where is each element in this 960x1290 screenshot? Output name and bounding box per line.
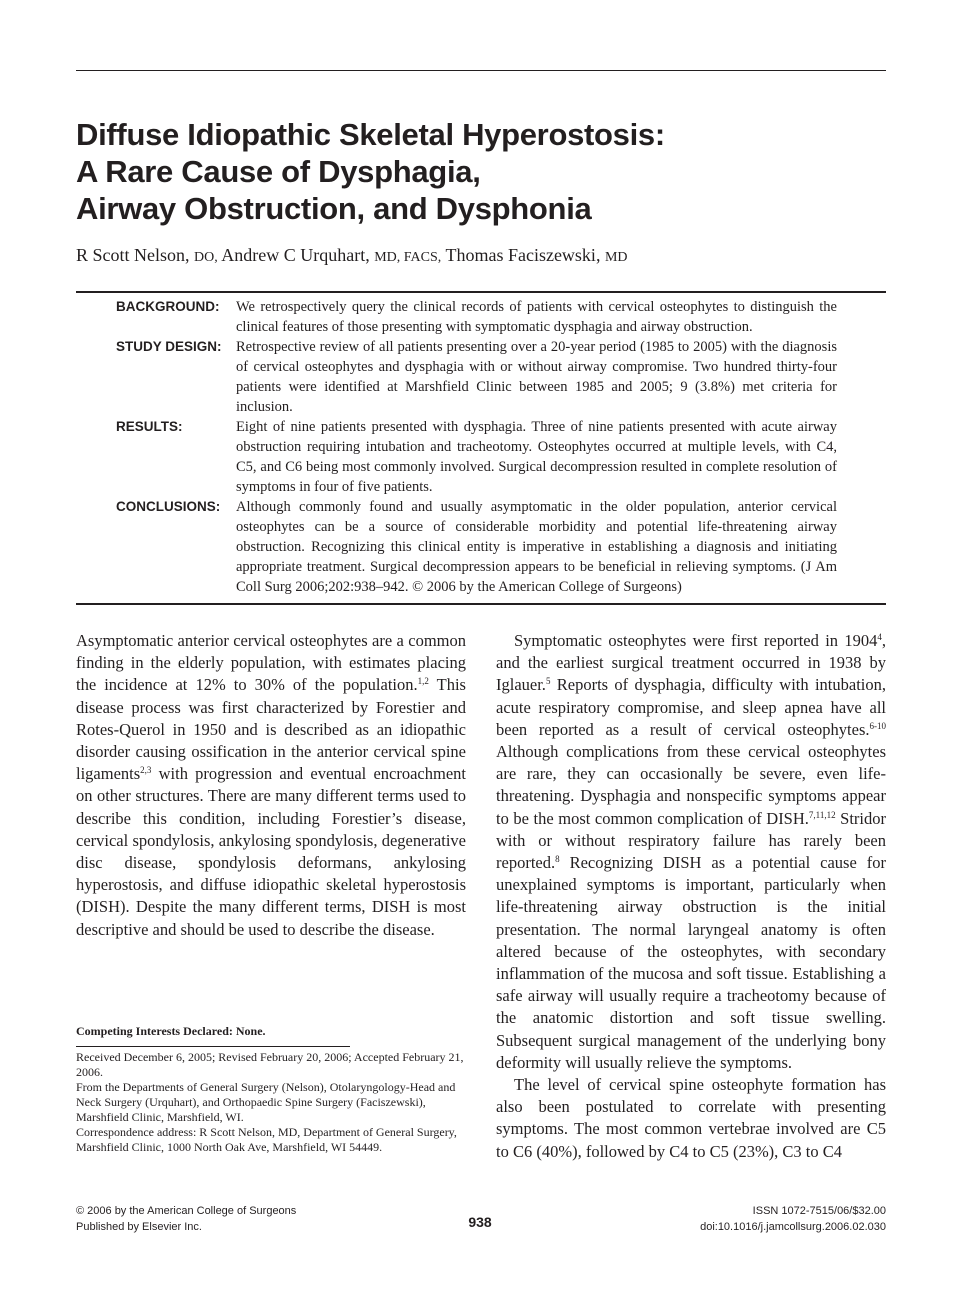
text-run: with progression and eventual encroachment on other structures. There are many different terms used to describe this condition, including Forestier’s disease, cervical spondylosis, ankylosing spondylosis, degenerative disc disease, spondylosis deformans, ankylosing hyperostosis, and diffuse idiopathic skeletal hyperostosis (DISH). Despite the many different terms, DISH is most descriptive and should be used to describe the disease. [76,764,466,939]
author-name: R Scott Nelson, [76,245,190,265]
text-run: Reports of dysphagia, difficulty with intubation, acute respiratory compromise, and sleep apnea have all been reported as a result of cervical osteophytes. [496,675,886,739]
title-line-2: A Rare Cause of Dysphagia, [76,154,481,189]
abstract-section-background [76,297,886,337]
citation-ref: 2,3 [140,765,152,776]
article-title [76,116,876,227]
text-run: , and the earliest surgical treatment occurred in 1938 by Iglauer. [496,631,886,695]
abstract-text: Although commonly found and usually asymptomatic in the older population, anterior cervical osteophytes can be a source of considerable morbidity and potential life-threatening airway obstruction. Recognizing this clinical entity is imperative in establishing a diagnosis and initiating appropriate treatment. Surgical decompression appears to be beneficial in relieving symptoms. (J Am Coll Surg 2006;202:938–942. © 2006 by the American College of Surgeons) [236,499,837,595]
publisher: Published by Elsevier Inc. [76,1221,202,1233]
body-column-left [76,630,466,941]
text-run: This disease process was first characterized by Forestier and Rotes-Querol in 1950 and is described as an idiopathic disorder causing ossification in the anterior cervical spine ligaments [76,675,466,784]
citation-ref: 7,11,12 [808,809,836,820]
author-degree: MD [604,250,628,265]
author-name: Andrew C Urquhart, [221,245,370,265]
abstract-label: BACKGROUND: [116,299,220,314]
text-run: Recognizing DISH as a potential cause for unexplained symptoms is important, particularly when life-threatening airway obstruction is the initial presentation. The normal laryngeal anatomy is often altered because of the osteophytes, with secondary inflammation of the mucosa and soft tissue. Establishing a safe airway will usually require a tracheotomy because of the anatomic distortion and soft tissue swelling. Subsequent surgical management of the underlying bony deformity will usually relieve the symptoms. [496,853,886,1072]
citation-ref: 4 [877,632,882,642]
text-run: Although complications from these cervical osteophytes are rare, they can occasionally be severe, even life-threatening. Dysphagia and nonspecific symptoms appear to be the most common complication of DISH. [496,742,886,828]
body-paragraph [496,630,886,1074]
competing-interests: Competing Interests Declared: None. [76,1024,266,1038]
top-rule [76,70,886,71]
footnote-rule [76,1046,350,1047]
citation-ref: 5 [545,676,551,687]
abstract-section-conclusions [76,497,886,597]
abstract-label: CONCLUSIONS: [116,499,221,514]
author-degree: MD, FACS, [374,250,442,265]
affiliations: From the Departments of General Surgery (Nelson), Otolaryngology-Head and Neck Surgery (Urquhart), and Orthopaedic Spine Surgery (Faciszewski), Marshfield Clinic, Marshfield, WI. [76,1080,456,1124]
footer-right [700,1203,886,1235]
body-paragraph [76,630,466,941]
correspondence-address: Correspondence address: R Scott Nelson, MD, Department of General Surgery, Marshfield Clinic, 1000 North Oak Ave, Marshfield, WI 54449. [76,1125,457,1154]
text-run: Symptomatic osteophytes were first reported in 1904 [514,631,878,650]
body-column-right [496,630,886,1163]
author-list [76,245,628,266]
article-notes [76,1050,466,1155]
title-line-3: Airway Obstruction, and Dysphonia [76,191,592,226]
text-run: Asymptomatic anterior cervical osteophytes are a common finding in the elderly population, with estimates placing the incidence at 12% to 30% of the population. [76,631,466,695]
body-paragraph: The level of cervical spine osteophyte formation has also been postulated to correlate with presenting symptoms. The most common vertebrae involved are C5 to C6 (40%), followed by C4 to C5 (23%), C3 to C4 [496,1075,886,1161]
citation-ref: 6-10 [869,720,886,731]
abstract-bottom-rule [76,603,886,605]
abstract-section-results [76,417,886,497]
abstract-label: STUDY DESIGN: [116,339,222,354]
abstract-text: Retrospective review of all patients presenting over a 20-year period (1985 to 2005) with the diagnosis of cervical osteophytes and dysphagia with or without airway compromise. Two hundred thirty-four patients were identified at Marshfield Clinic between 1985 and 2005; 9 (3.8%) met criteria for inclusion. [236,339,837,415]
received-dates: Received December 6, 2005; Revised February 20, 2006; Accepted February 21, 2006. [76,1050,464,1079]
doi: doi:10.1016/j.jamcollsurg.2006.02.030 [700,1221,886,1233]
issn: ISSN 1072-7515/06/$32.00 [752,1205,886,1217]
abstract-label: RESULTS: [116,419,183,434]
copyright: © 2006 by the American College of Surgeons [76,1205,297,1217]
citation-ref: 8 [555,854,560,865]
citation-ref: 1,2 [417,676,429,687]
abstract-text: We retrospectively query the clinical records of patients with cervical osteophytes to distinguish the clinical features of those presenting with symptomatic dysphagia and airway obstruction. [236,299,837,335]
title-line-1: Diffuse Idiopathic Skeletal Hyperostosis: [76,117,665,152]
text-run: Stridor with or without respiratory failure has rarely been reported. [496,808,886,873]
abstract-section-study-design [76,337,886,417]
abstract [76,297,886,597]
author-name: Thomas Faciszewski, [445,245,601,265]
abstract-top-rule [76,291,886,293]
author-degree: DO, [194,250,218,265]
page-number: 938 [468,1214,492,1230]
abstract-text: Eight of nine patients presented with dysphagia. Three of nine patients presented with acute airway obstruction requiring intubation and tracheotomy. Osteophytes occurred at multiple levels, with C4, C5, and C6 being most commonly involved. Surgical decompression resulted in complete resolution of symptoms in four of five patients. [236,419,837,495]
